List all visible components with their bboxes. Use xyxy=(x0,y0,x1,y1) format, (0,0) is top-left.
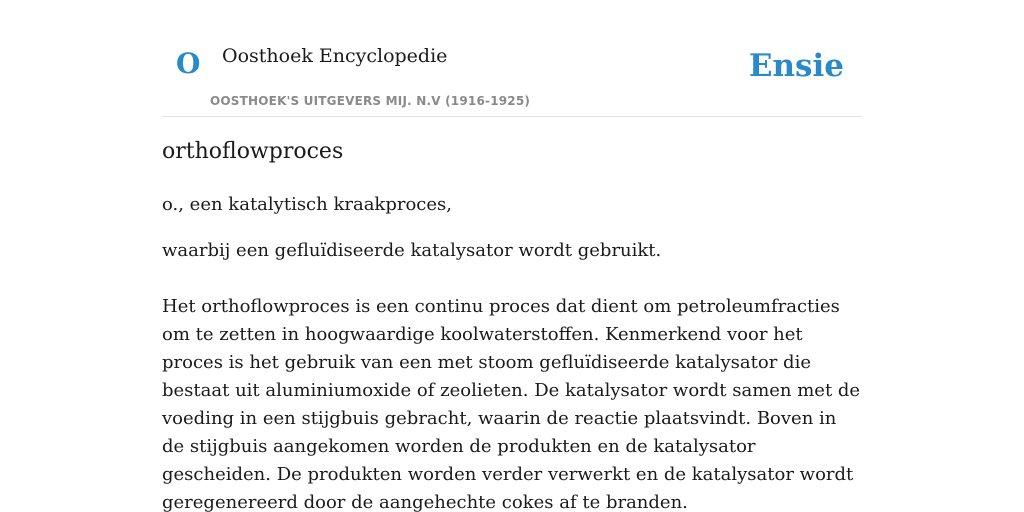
site-logo[interactable]: O xyxy=(176,47,201,80)
brand-logo[interactable]: Ensie xyxy=(748,48,844,84)
entry-content xyxy=(162,138,862,512)
site-title[interactable]: Oosthoek Encyclopedie xyxy=(222,45,448,67)
entry-definition-line-2: waarbij een gefluïdiseerde katalysator wordt gebruikt. xyxy=(162,239,662,261)
entry-body: Het orthoflowproces is een continu proces dat dient om petroleumfracties om te zetten in hoogwaardige koolwaterstoffen. Kenmerkend voor het proces is het gebruik van een met stoom gefluïdiseerde katalysator die bestaat uit aluminiumoxide of zeolieten. De katalysator wordt samen met de voeding in een stijgbuis gebracht, waarin de reactie plaatsvindt. Boven in de stijgbuis aangekomen worden de produkten en de katalysator gescheiden. De produkten worden verder verwerkt en de katalysator wordt geregenereerd door de aangehechte cokes af te branden. xyxy=(162,295,861,512)
entry-definition-line-1: o., een katalytisch kraakproces, xyxy=(162,193,452,215)
site-header xyxy=(162,0,862,117)
entry-title: orthoflowproces xyxy=(162,139,344,164)
site-subtitle: OOSTHOEK'S UITGEVERS MIJ. N.V (1916-1925) xyxy=(210,94,531,108)
